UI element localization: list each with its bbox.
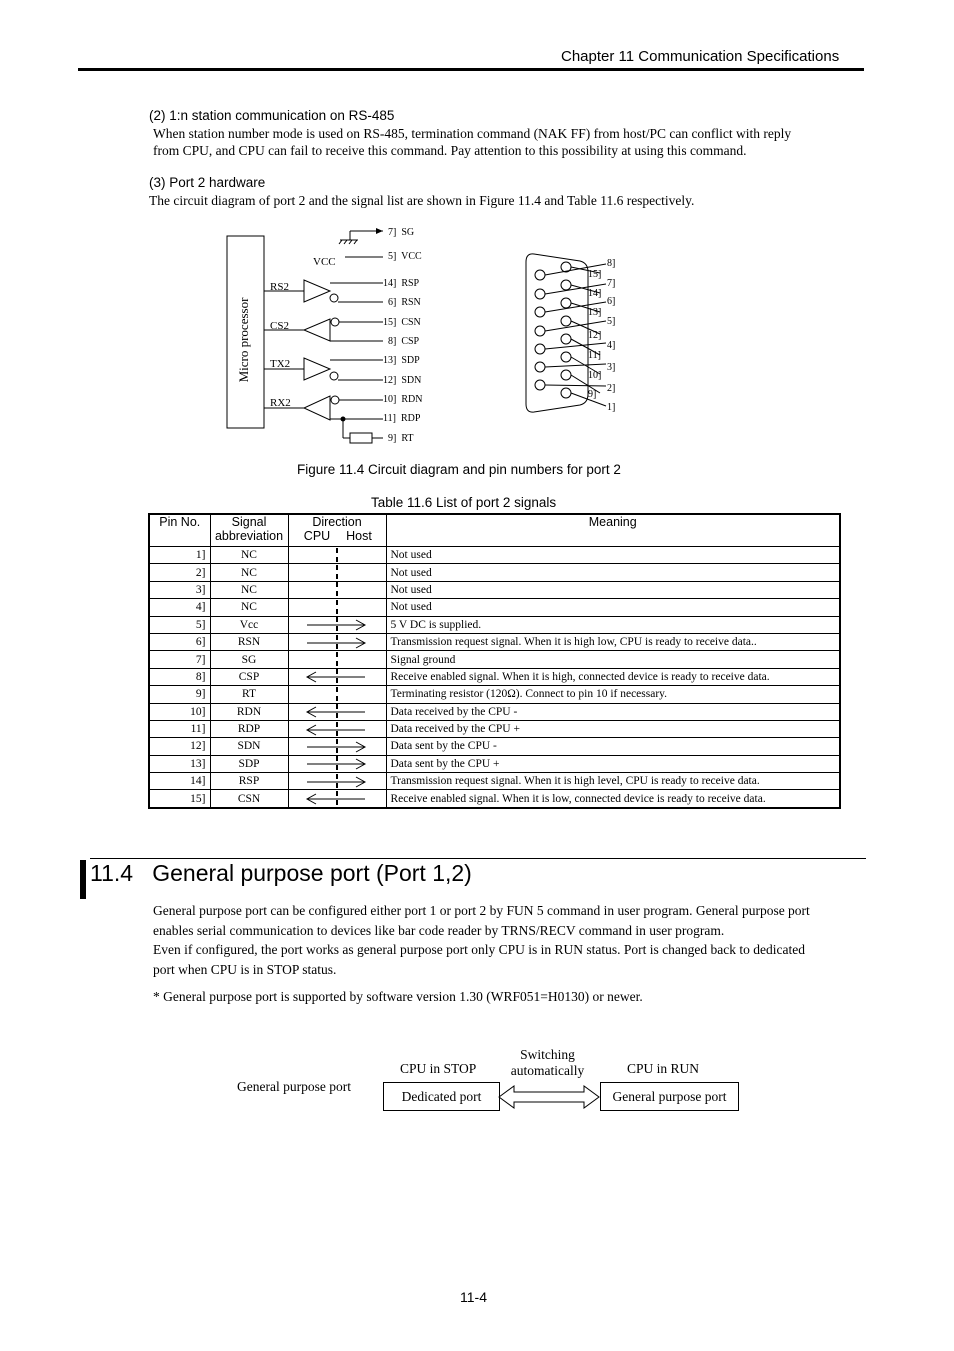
meaning-cell: Transmission request signal. When it is high level, CPU is ready to receive data.: [386, 773, 840, 790]
pin-label: 14] RSP: [383, 278, 420, 289]
direction-cell: [288, 616, 386, 633]
gate-rs2-label: RS2: [270, 281, 289, 293]
meaning-cell: Terminating resistor (120Ω). Connect to pin 10 if necessary.: [386, 686, 840, 703]
connector-pin-label: 11]: [588, 350, 601, 361]
table-row: [149, 651, 840, 668]
table-row: [149, 720, 840, 737]
connector-pin-label: 6]: [607, 296, 616, 307]
direction-cell: [288, 738, 386, 755]
table-row: [149, 686, 840, 703]
pin-label: 11] RDP: [383, 413, 421, 424]
header-signal: Signal abbreviation: [210, 514, 288, 547]
direction-cell: [288, 720, 386, 737]
pin-cell: 9]: [149, 686, 210, 703]
signal-cell: NC: [210, 581, 288, 598]
divider-icon: [289, 600, 386, 615]
pin-cell: 2]: [149, 564, 210, 581]
pin-cell: 10]: [149, 703, 210, 720]
subsection-2-text-line2: from CPU, and CPU can fail to receive this command. Pay attention to this possibility at using this command.: [153, 143, 747, 158]
connector-pin-label: 7]: [607, 278, 616, 289]
pin-label: 10] RDN: [383, 394, 423, 405]
paragraph-line: port when CPU is in STOP status.: [153, 961, 337, 977]
signal-cell: RDN: [210, 703, 288, 720]
divider-icon: [289, 565, 386, 580]
version-note: * General purpose port is supported by software version 1.30 (WRF051=H0130) or newer.: [153, 989, 643, 1004]
meaning-cell: Not used: [386, 599, 840, 616]
direction-cell: [288, 581, 386, 598]
cpu-stop-label: CPU in STOP: [400, 1061, 477, 1076]
pin-cell: 3]: [149, 581, 210, 598]
signal-cell: CSN: [210, 790, 288, 808]
table-row: [149, 616, 840, 633]
signal-cell: RT: [210, 686, 288, 703]
paragraph-line: enables serial communication to devices like bar code reader by TRNS/RECV command in user program.: [153, 922, 725, 938]
switching-label: [500, 1047, 595, 1079]
table-row: [149, 581, 840, 598]
table-header-row: [149, 514, 840, 547]
micro-processor-label: Micro processor: [236, 297, 251, 383]
divider-icon: [289, 548, 386, 563]
arrow-right-icon: [289, 756, 386, 771]
direction-cell: [288, 773, 386, 790]
table-row: [149, 599, 840, 616]
pin-label: 15] CSN: [383, 317, 421, 328]
switching-label-line: Switching: [520, 1047, 575, 1062]
direction-cell: [288, 564, 386, 581]
table-caption: Table 11.6 List of port 2 signals: [371, 495, 557, 510]
connector-pin-label: 14]: [588, 288, 602, 299]
table-row: [149, 790, 840, 808]
direction-cell: [288, 599, 386, 616]
table-row: [149, 668, 840, 685]
meaning-cell: Transmission request signal. When it is high low, CPU is ready to receive data..: [386, 633, 840, 650]
header-direction: Direction CPU Host: [288, 514, 386, 547]
meaning-cell: Not used: [386, 581, 840, 598]
general-purpose-port-label: General purpose port: [237, 1079, 351, 1094]
direction-cell: [288, 547, 386, 564]
pin-cell: 5]: [149, 616, 210, 633]
vcc-label: VCC: [313, 256, 336, 268]
table-row: [149, 755, 840, 772]
gate-tx2-label: TX2: [270, 358, 291, 370]
arrow-left-icon: [289, 669, 386, 684]
figure-caption: Figure 11.4 Circuit diagram and pin numbers for port 2: [297, 462, 621, 477]
signal-cell: RSP: [210, 773, 288, 790]
chapter-header: Chapter 11 Communication Specifications: [561, 48, 840, 65]
signal-cell: CSP: [210, 668, 288, 685]
meaning-cell: Data sent by the CPU -: [386, 738, 840, 755]
subsection-2-text-line1: When station number mode is used on RS-485, termination command (NAK FF) from host/PC can conflict with reply: [153, 126, 792, 141]
table-row: [149, 633, 840, 650]
connector-pin-label: 1]: [607, 402, 616, 413]
connector-pin-label: 3]: [607, 362, 616, 373]
pin-label: 5] VCC: [388, 251, 422, 262]
signal-cell: NC: [210, 599, 288, 616]
section-rule: [90, 858, 866, 859]
meaning-cell: 5 V DC is supplied.: [386, 616, 840, 633]
connector-pin-label: 13]: [588, 307, 602, 318]
pin-cell: 1]: [149, 547, 210, 564]
divider-icon: [289, 582, 386, 597]
signal-cell: SG: [210, 651, 288, 668]
connector-pin-label: 5]: [607, 316, 616, 327]
direction-cell: [288, 755, 386, 772]
pin-label: 8] CSP: [388, 336, 420, 347]
cpu-run-label: CPU in RUN: [627, 1061, 700, 1076]
table-row: [149, 703, 840, 720]
arrow-left-icon: [289, 791, 386, 806]
table-row: [149, 547, 840, 564]
subsection-3-heading: (3) Port 2 hardware: [149, 175, 266, 190]
divider-icon: [289, 687, 386, 702]
signal-cell: RSN: [210, 633, 288, 650]
section-paragraph-1: [153, 901, 810, 979]
switching-label-line: automatically: [510, 1063, 585, 1078]
signal-cell: Vcc: [210, 616, 288, 633]
direction-cell: [288, 651, 386, 668]
subsection-3-text: The circuit diagram of port 2 and the signal list are shown in Figure 11.4 and Table 11.6 respectively.: [149, 193, 695, 208]
arrow-left-icon: [289, 722, 386, 737]
signal-cell: SDN: [210, 738, 288, 755]
section-bar: [80, 860, 86, 899]
meaning-cell: Data received by the CPU -: [386, 703, 840, 720]
arrow-right-icon: [289, 774, 386, 789]
arrow-right-icon: [289, 739, 386, 754]
meaning-cell: Not used: [386, 547, 840, 564]
connector-pin-label: 10]: [588, 370, 602, 381]
pin-label: 13] SDP: [383, 355, 420, 366]
circuit-diagram: [0, 0, 954, 460]
direction-cell: [288, 686, 386, 703]
direction-cell: [288, 790, 386, 808]
page-number: 11-4: [460, 1289, 487, 1305]
pin-cell: 11]: [149, 720, 210, 737]
connector-pin-label: 12]: [588, 330, 602, 341]
paragraph-line: General purpose port can be configured either port 1 or port 2 by FUN 5 command in user program. General purpose port: [153, 903, 810, 918]
pin-cell: 7]: [149, 651, 210, 668]
pin-cell: 13]: [149, 755, 210, 772]
port2-signal-table: [148, 513, 841, 809]
arrow-right-icon: [289, 617, 386, 632]
signal-cell: RDP: [210, 720, 288, 737]
pin-cell: 4]: [149, 599, 210, 616]
gate-cs2-label: CS2: [270, 320, 289, 332]
signal-cell: NC: [210, 564, 288, 581]
table-row: [149, 773, 840, 790]
pin-cell: 12]: [149, 738, 210, 755]
direction-cell: [288, 668, 386, 685]
direction-cell: [288, 703, 386, 720]
meaning-cell: Data received by the CPU +: [386, 720, 840, 737]
meaning-cell: Signal ground: [386, 651, 840, 668]
pin-label: 7] SG: [388, 227, 415, 238]
connector-pin-label: 15]: [588, 269, 602, 280]
table-row: [149, 738, 840, 755]
meaning-cell: Receive enabled signal. When it is high, connected device is ready to receive data.: [386, 668, 840, 685]
paragraph-line: Even if configured, the port works as general purpose port only CPU is in RUN status. Port is changed back to dedicated: [153, 942, 805, 957]
pin-label: 9] RT: [388, 433, 414, 444]
pin-label: 12] SDN: [383, 375, 422, 386]
connector-pin-label: 2]: [607, 383, 616, 394]
connector-pin-label: 9]: [588, 389, 597, 400]
direction-cell: [288, 633, 386, 650]
meaning-cell: Receive enabled signal. When it is low, connected device is ready to receive data.: [386, 790, 840, 808]
pin-label: 6] RSN: [388, 297, 421, 308]
pin-cell: 8]: [149, 668, 210, 685]
header-pin: Pin No.: [149, 514, 210, 547]
connector-pin-label: 8]: [607, 258, 616, 269]
subsection-2-heading: (2) 1:n station communication on RS-485: [149, 108, 395, 123]
meaning-cell: Not used: [386, 564, 840, 581]
section-title: 11.4 General purpose port (Port 1,2): [90, 860, 472, 886]
bidirectional-arrow-icon: [498, 1084, 601, 1110]
table-row: [149, 564, 840, 581]
general-purpose-port-box: General purpose port: [600, 1082, 739, 1111]
pin-cell: 14]: [149, 773, 210, 790]
pin-cell: 15]: [149, 790, 210, 808]
connector-pin-label: 4]: [607, 340, 616, 351]
pin-cell: 6]: [149, 633, 210, 650]
dedicated-port-box: Dedicated port: [383, 1082, 500, 1111]
signal-cell: NC: [210, 547, 288, 564]
arrow-right-icon: [289, 635, 386, 650]
header-meaning: Meaning: [386, 514, 840, 547]
gate-rx2-label: RX2: [270, 397, 291, 409]
signal-cell: SDP: [210, 755, 288, 772]
arrow-left-icon: [289, 704, 386, 719]
meaning-cell: Data sent by the CPU +: [386, 755, 840, 772]
divider-icon: [289, 652, 386, 667]
